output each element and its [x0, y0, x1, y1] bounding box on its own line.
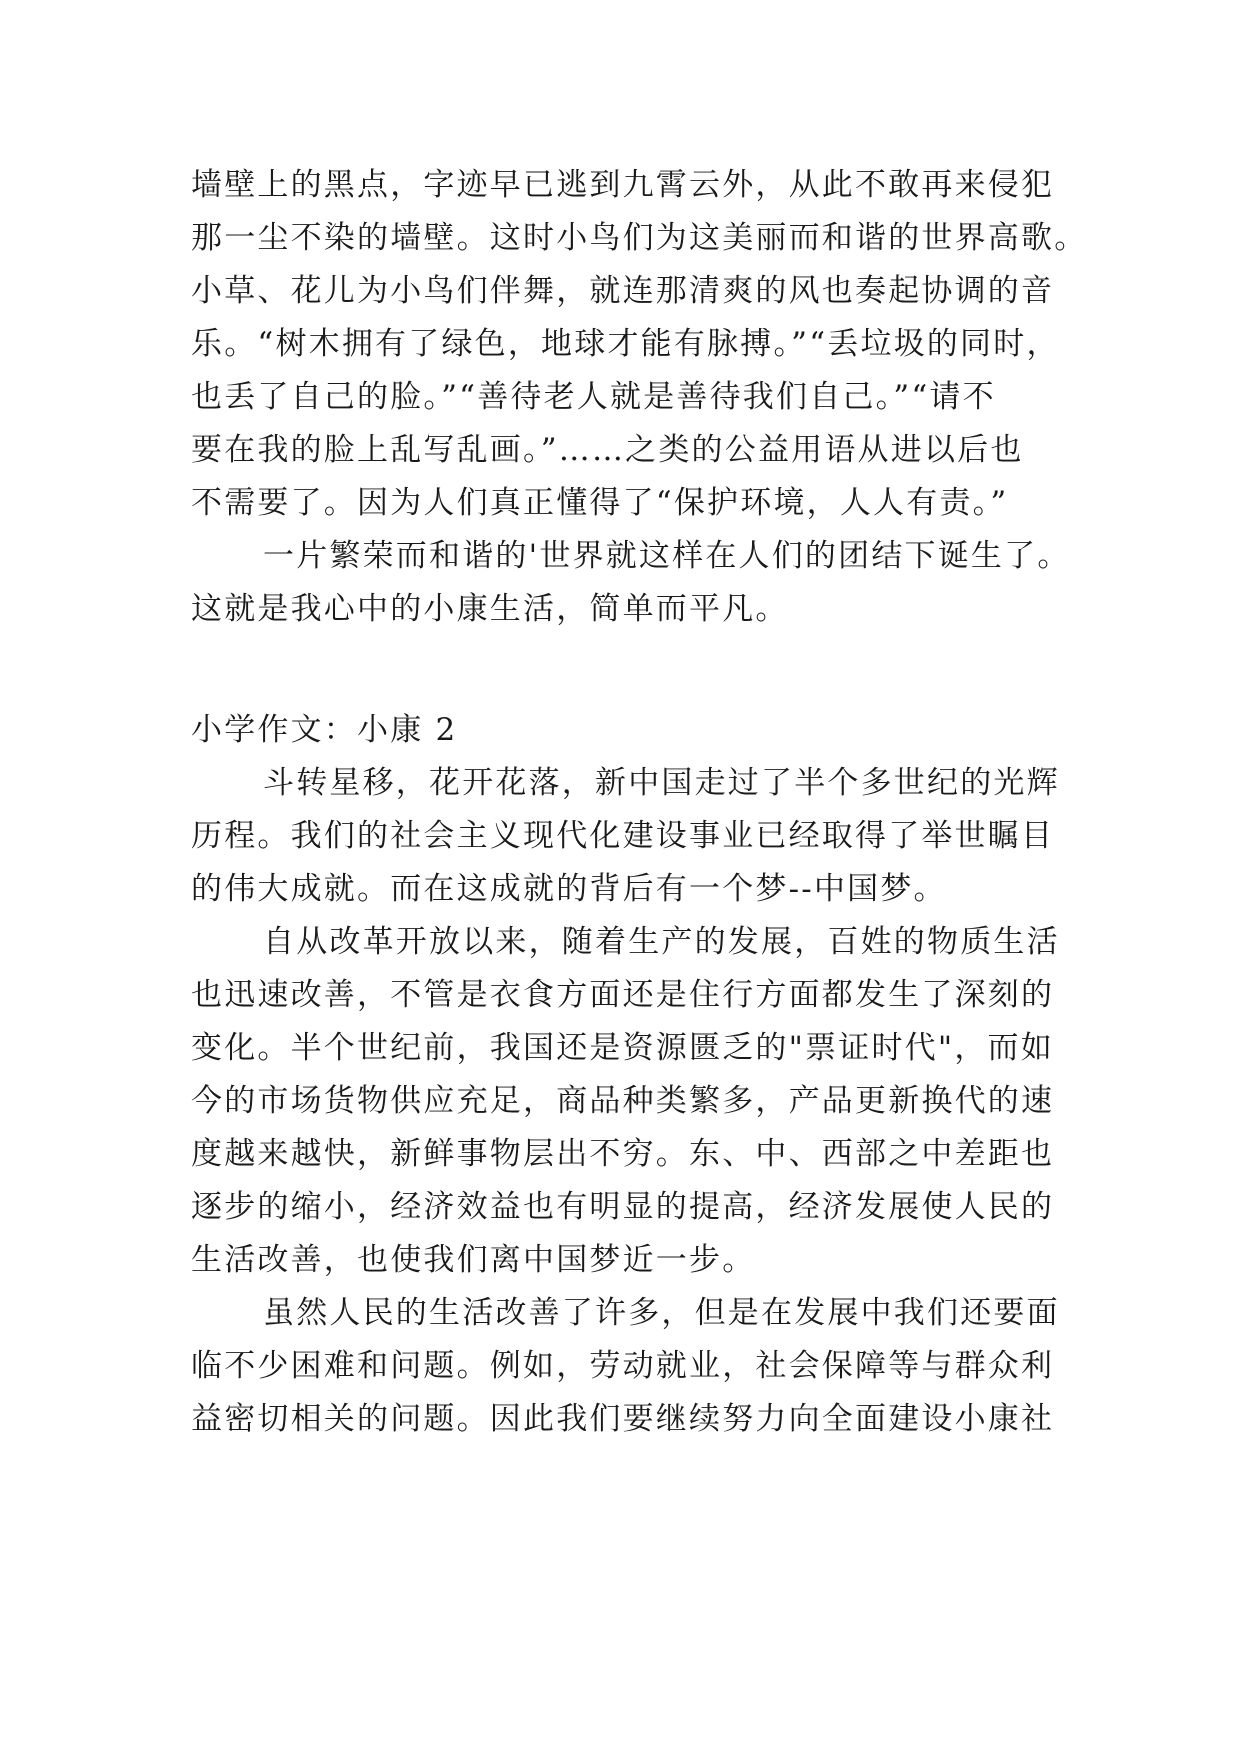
- paragraph-line: 斗转星移，花开花落，新中国走过了半个多世纪的光辉: [263, 765, 1060, 801]
- paragraph-line: 自从改革开放以来，随着生产的发展，百姓的物质生活: [263, 924, 1060, 960]
- paragraph-line: 也迅速改善，不管是衣食方面还是住行方面都发生了深刻的: [191, 977, 1055, 1013]
- paragraph-line: 历程。我们的社会主义现代化建设事业已经取得了举世瞩目: [191, 818, 1055, 854]
- paragraph-line: 生活改善，也使我们离中国梦近一步。: [191, 1242, 756, 1278]
- paragraph-line: 虽然人民的生活改善了许多，但是在发展中我们还要面: [263, 1295, 1060, 1331]
- paragraph-line: 那一尘不染的墙壁。这时小鸟们为这美丽而和谐的世界高歌。: [191, 220, 1088, 256]
- paragraph-line: 今的市场货物供应充足，商品种类繁多，产品更新换代的速: [191, 1083, 1055, 1119]
- paragraph-line: 的伟大成就。而在这成就的背后有一个梦--中国梦。: [191, 871, 947, 907]
- paragraph-line: 要在我的脸上乱写乱画。”……之类的公益用语从进以后也: [191, 432, 1024, 468]
- paragraph-line: 逐步的缩小，经济效益也有明显的提高，经济发展使人民的: [191, 1189, 1055, 1225]
- paragraph-line: 度越来越快，新鲜事物层出不穷。东、中、西部之中差距也: [191, 1136, 1055, 1172]
- section-title: 小学作文：小康 2: [191, 712, 458, 748]
- paragraph-line: 这就是我心中的小康生活，简单而平凡。: [191, 591, 789, 627]
- paragraph-line: 也丢了自己的脸。”“善待老人就是善待我们自己。”“请不: [191, 379, 996, 415]
- paragraph-line: 变化。半个世纪前，我国还是资源匮乏的"票证时代"，而如: [191, 1030, 1054, 1066]
- paragraph-line: 一片繁荣而和谐的'世界就这样在人们的团结下诞生了。: [263, 538, 1071, 574]
- paragraph-line: 墙壁上的黑点，字迹早已逃到九霄云外，从此不敢再来侵犯: [191, 167, 1055, 203]
- paragraph-line: 临不少困难和问题。例如，劳动就业，社会保障等与群众利: [191, 1348, 1055, 1384]
- paragraph-line: 乐。“树木拥有了绿色，地球才能有脉搏。”“丢垃圾的同时，: [191, 326, 1060, 362]
- paragraph-line: 小草、花儿为小鸟们伴舞，就连那清爽的风也奏起协调的音: [191, 273, 1055, 309]
- paragraph-line: 不需要了。因为人们真正懂得了“保护环境，人人有责。”: [191, 485, 1009, 521]
- paragraph-line: 益密切相关的问题。因此我们要继续努力向全面建设小康社: [191, 1401, 1055, 1437]
